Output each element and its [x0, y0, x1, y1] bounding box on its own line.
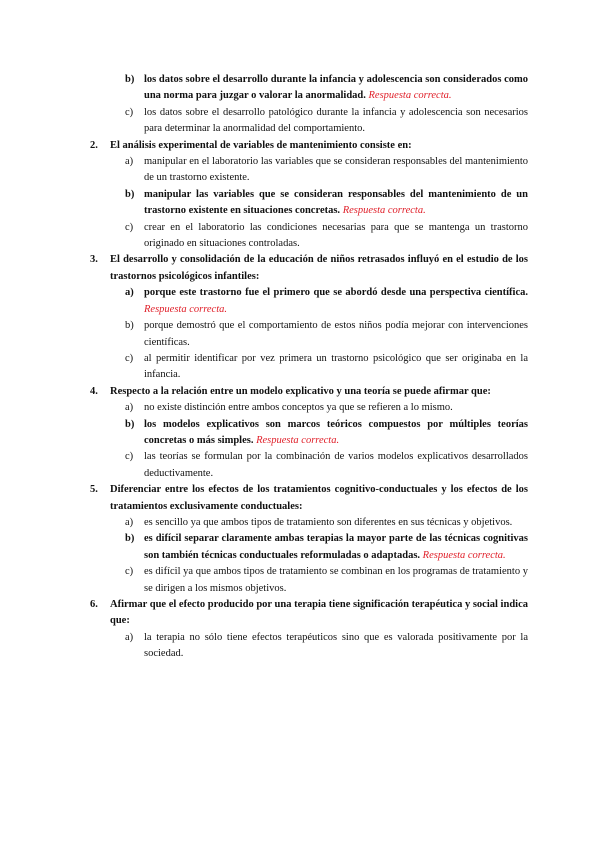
option-letter: c): [125, 106, 134, 118]
option-letter: a): [125, 516, 134, 528]
question-number: 6.: [90, 599, 98, 610]
option-text: porque este trastorno fue el primero que se abordó desde una perspectiva científica. Respuesta correcta.: [144, 287, 528, 315]
question-text: Respecto a la relación entre un modelo explicativo y una teoría se puede afirmar que:: [110, 385, 491, 397]
intro-options: [125, 72, 528, 138]
option-letter: b): [125, 418, 135, 430]
question-text: El análisis experimental de variables de mantenimiento consiste en:: [110, 139, 412, 151]
correct-answer-note: Respuesta correcta.: [342, 205, 426, 217]
option-3-a: [125, 285, 528, 318]
question-2: [90, 138, 528, 253]
question-text: Diferenciar entre los efectos de los tratamientos cognitivo-conductuales y los efectos de los tratamientos exclusivamente conductuales:: [110, 484, 528, 512]
correct-answer-note: Respuesta correcta.: [256, 434, 340, 446]
option-6-a: [125, 630, 528, 663]
option-text: es sencillo ya que ambos tipos de tratamiento son diferentes en sus técnicas y objetivos.: [144, 516, 513, 528]
option-text: es difícil separar claramente ambas terapias la mayor parte de las técnicas cognitivas son también técnicas conductuales reformuladas o adaptadas. Respuesta correcta.: [144, 533, 528, 561]
correct-answer-note: Respuesta correcta.: [144, 303, 228, 315]
option-2-b: [125, 187, 528, 220]
question-header: [90, 138, 528, 154]
option-5-a: [125, 515, 528, 531]
option-text: manipular en el laboratorio las variables que se consideran responsables del mantenimiento de un trastorno existente.: [144, 156, 528, 184]
option-text: los modelos explicativos son marcos teóricos compuestos por múltiples teorías concretas o más simples. Respuesta correcta.: [144, 418, 528, 446]
question-number: 2.: [90, 139, 98, 151]
correct-answer-note: Respuesta correcta.: [368, 90, 452, 102]
question-header: [90, 482, 528, 515]
option-letter: b): [125, 533, 135, 545]
option-letter: b): [125, 320, 134, 332]
option-text: las teorías se formulan por la combinación de varios modelos explicativos desarrollados deductivamente.: [144, 451, 528, 479]
option-4-c: [125, 449, 528, 482]
question-4: [90, 384, 528, 482]
question-6: [90, 597, 528, 663]
option-3-b: [125, 318, 528, 351]
option-text: es difícil ya que ambos tipos de tratamiento se combinan en los programas de tratamiento y se dirigen a los mismos objetivos.: [144, 566, 528, 594]
option-2-c: [125, 220, 528, 253]
option-4-a: [125, 400, 528, 416]
option-letter: c): [125, 221, 134, 233]
option-3-c: [125, 351, 528, 384]
question-header: [90, 384, 528, 400]
question-3: [90, 252, 528, 383]
option-2-a: [125, 154, 528, 187]
option-letter: c): [125, 451, 134, 463]
option-5-c: [125, 564, 528, 597]
question-number: 4.: [90, 385, 98, 397]
option-4-b: [125, 417, 528, 450]
correct-answer-note: Respuesta correcta.: [422, 549, 506, 561]
option-letter: a): [125, 156, 134, 168]
option-text: los datos sobre el desarrollo durante la infancia y adolescencia son considerados como una norma para juzgar o valorar la anormalidad. Respuesta correcta.: [144, 74, 528, 102]
option-letter: a): [125, 287, 134, 299]
option-text: no existe distinción entre ambos conceptos ya que se refieren a lo mismo.: [144, 402, 453, 414]
question-header: [90, 597, 528, 630]
question-text: Afirmar que el efecto producido por una terapia tiene significación terapéutica y social indica que:: [110, 599, 528, 627]
question-options: [125, 630, 528, 663]
option-text: porque demostró que el comportamiento de estos niños podía mejorar con intervenciones científicas.: [144, 320, 528, 348]
option-1-c: [125, 105, 528, 138]
option-text: manipular las variables que se consideran responsables del mantenimiento de un trastorno existente en situaciones concretas. Respuesta correcta.: [144, 188, 528, 217]
option-letter: a): [125, 631, 134, 643]
option-text: crear en el laboratorio las condiciones necesarias para que se mantenga un trastorno originado en situaciones controladas.: [144, 221, 528, 250]
option-letter: c): [125, 352, 134, 364]
option-letter: b): [125, 74, 135, 85]
quiz-content: [90, 72, 528, 663]
option-letter: b): [125, 188, 135, 200]
question-number: 3.: [90, 254, 98, 266]
question-options: [125, 285, 528, 383]
question-number: 5.: [90, 484, 98, 496]
option-text: al permitir identificar por vez primera un trastorno psicológico que ser originaba en la infancia.: [144, 352, 528, 381]
question-options: [125, 400, 528, 482]
option-5-b: [125, 531, 528, 564]
option-1-b: [125, 72, 528, 105]
question-options: [125, 515, 528, 597]
option-letter: a): [125, 402, 134, 414]
question-header: [90, 252, 528, 285]
question-options: [125, 154, 528, 252]
question-text: El desarrollo y consolidación de la educación de niños retrasados influyó en el estudio de los trastornos psicológicos infantiles:: [110, 254, 528, 282]
question-5: [90, 482, 528, 597]
option-letter: c): [125, 566, 134, 578]
option-text: la terapia no sólo tiene efectos terapéuticos sino que es valorada positivamente por la sociedad.: [144, 631, 528, 660]
option-text: los datos sobre el desarrollo patológico durante la infancia y adolescencia son necesarios para determinar la anormalidad del comportamiento.: [144, 106, 528, 135]
